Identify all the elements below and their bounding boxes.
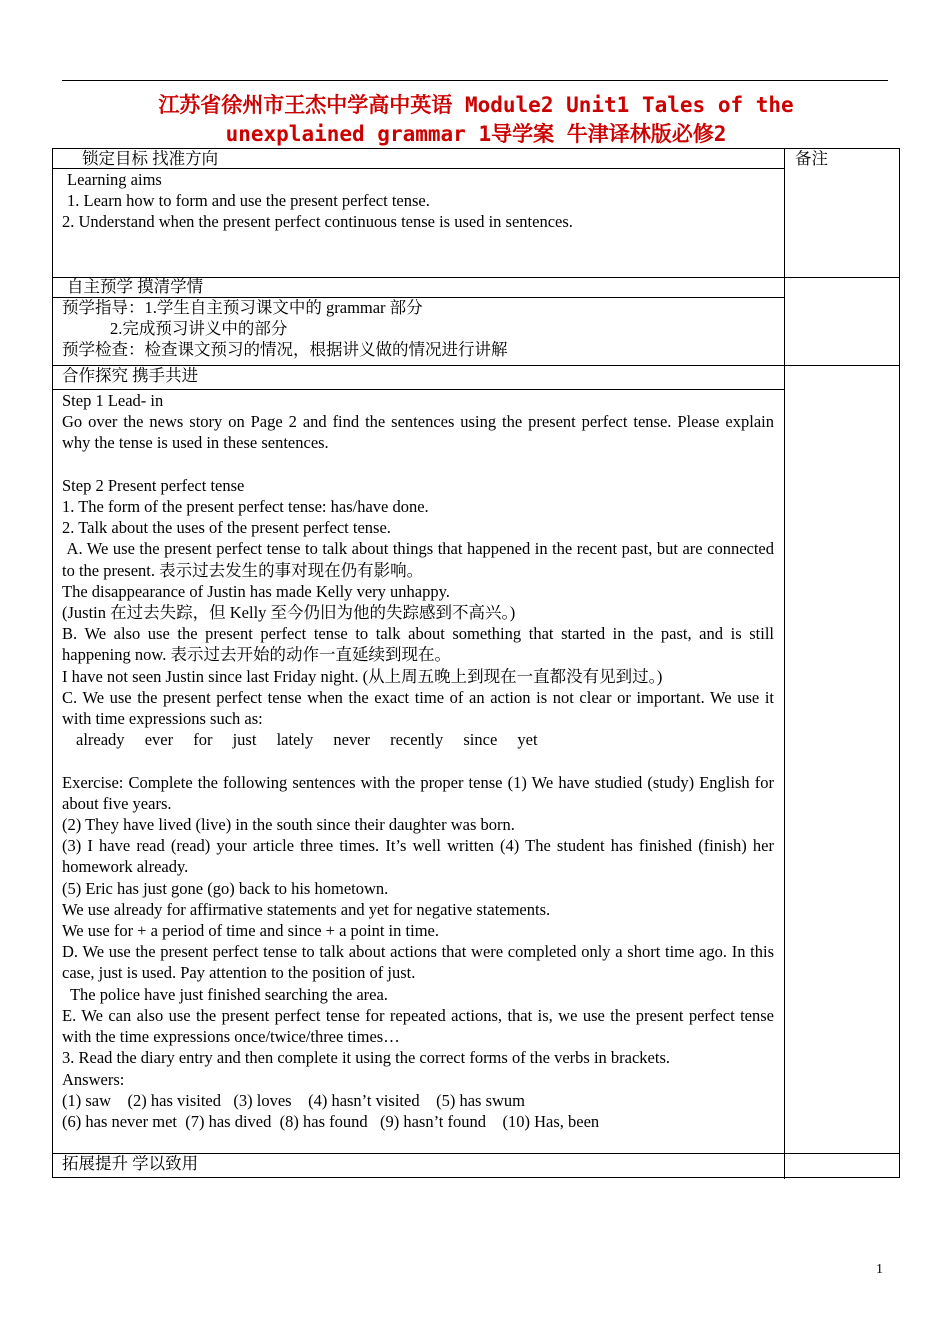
answers-label: Answers:	[62, 1069, 125, 1089]
example-a2: (Justin 在过去失踪，但 Kelly 至今仍旧为他的失踪感到不高兴。)	[62, 603, 516, 623]
time-word: just	[232, 730, 257, 750]
aim-2: 2. Understand when the present perfect continuous tense is used in sentences.	[62, 212, 573, 232]
time-word: yet	[517, 730, 538, 750]
step1-title: Step 1 Lead- in	[62, 391, 164, 410]
example-a1: The disappearance of Justin has made Kelly very unhappy.	[62, 581, 450, 601]
time-word: already	[76, 730, 125, 750]
use-a: A. We use the present perfect tense to talk about things that happened in the recent past, but are connected to the present. 表示过去发生的事对现在仍有影响。	[62, 539, 779, 580]
preview-guide-1: 预学指导：1.学生自主预习课文中的 grammar 部分	[62, 298, 423, 317]
step1-text: Go over the news story on Page 2 and find the sentences using the present perfect tense. Please explain why the tense is used in these sentences.	[62, 412, 774, 453]
answers-line-2: (6) has never met (7) has dived (8) has found (9) hasn’t found (10) Has, been	[62, 1111, 600, 1131]
exercise-intro: Exercise: Complete the following sentences with the proper tense (1) We have studied (study) English for about five years.	[62, 772, 774, 813]
page-number: 1	[876, 1262, 883, 1277]
preview-block	[62, 297, 774, 361]
header-rule	[62, 80, 888, 81]
study-guide-table	[52, 148, 900, 1178]
note-already-yet: We use already for affirmative statements and yet for negative statements.	[62, 899, 551, 919]
title-line-2: unexplained grammar 1导学案 牛津译林版必修2	[225, 122, 727, 146]
use-e: E. We can also use the present perfect tense for repeated actions, that is, we use the present perfect tense with the time expressions once/twice/three times…	[62, 1005, 774, 1047]
time-word: recently	[390, 730, 444, 750]
read-diary: 3. Read the diary entry and then complete it using the correct forms of the verbs in brackets.	[62, 1048, 671, 1068]
section-header-goals: 锁定目标 找准方向	[82, 149, 219, 168]
notes-header: 备注	[795, 149, 828, 168]
tense-uses: 2. Talk about the uses of the present perfect tense.	[62, 518, 391, 538]
time-word: lately	[276, 730, 314, 750]
explore-block	[62, 390, 779, 1132]
learning-aims-block	[62, 169, 774, 233]
section-header-explore: 合作探究 携手共进	[62, 366, 199, 385]
notes-column-divider	[784, 149, 785, 1179]
time-word: since	[463, 730, 498, 750]
use-b: B. We also use the present perfect tense to talk about something that started in the past, and is still happening now. 表示过去开始的动作一直延续到现在。	[62, 624, 774, 665]
preview-guide-2: 2.完成预习讲义中的部分	[110, 319, 288, 339]
example-b: I have not seen Justin since last Friday night. (从上周五晚上到现在一直都没有见到过。)	[62, 666, 663, 686]
exercise-2: (2) They have lived (live) in the south since their daughter was born.	[62, 815, 515, 835]
document-title	[52, 91, 900, 149]
exercise-5: (5) Eric has just gone (go) back to his hometown.	[62, 878, 389, 898]
exercise-3: (3) I have read (read) your article three times. It’s well written (4) The student has finished (finish) her homework already.	[62, 836, 774, 877]
time-word: for	[193, 730, 213, 750]
step2-title: Step 2 Present perfect tense	[62, 475, 245, 495]
aim-1: 1. Learn how to form and use the present perfect tense.	[67, 191, 430, 211]
note-for-since: We use for + a period of time and since + a point in time.	[62, 921, 439, 941]
time-word: never	[333, 730, 370, 750]
tense-form: 1. The form of the present perfect tense: has/have done.	[62, 497, 429, 517]
example-d: The police have just finished searching the area.	[62, 984, 388, 1004]
answers-line-1: (1) saw (2) has visited (3) loves (4) hasn’t visited (5) has swum	[62, 1090, 525, 1110]
section-header-extend: 拓展提升 学以致用	[62, 1154, 199, 1173]
use-d: D. We use the present perfect tense to talk about actions that were completed only a short time ago. In this case, just is used. Pay attention to the position of just.	[62, 942, 774, 983]
aims-title: Learning aims	[67, 170, 162, 189]
use-c: C. We use the present perfect tense when the exact time of an action is not clear or important. We use it with time expressions such as:	[62, 687, 774, 729]
section-header-preview: 自主预学 摸清学情	[67, 277, 204, 296]
title-line-1: 江苏省徐州市王杰中学高中英语 Module2 Unit1 Tales of the	[158, 93, 794, 117]
preview-check: 预学检查：检查课文预习的情况，根据讲义做的情况进行讲解	[62, 340, 508, 360]
time-word: ever	[144, 730, 174, 750]
time-expressions	[62, 729, 774, 750]
